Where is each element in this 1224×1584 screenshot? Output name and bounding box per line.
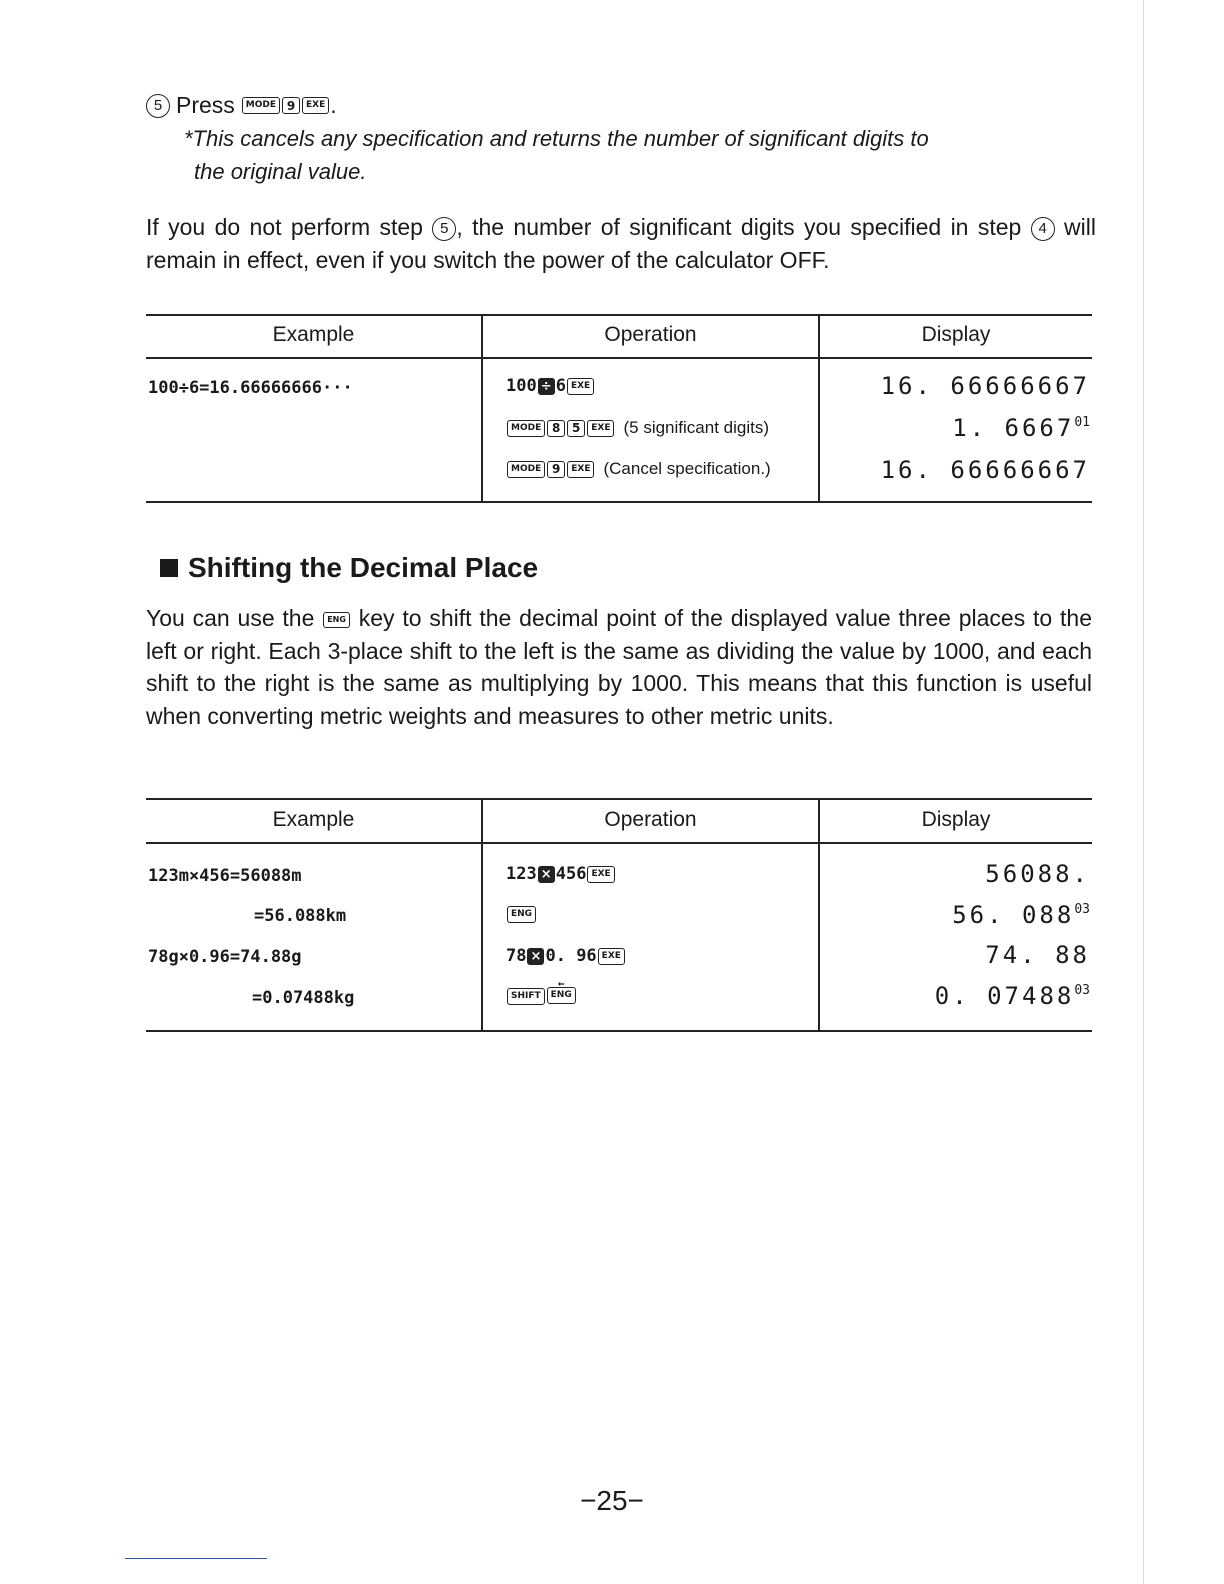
step-number-circle: 5 [146,94,170,118]
table2-example-row-3: 78g×0.96=74.88g [148,947,302,967]
table1-display-row-3 [881,456,1090,484]
table1-header-operation: Operation [604,323,697,346]
display-value: 1. 6667 [952,414,1075,442]
step-ref-4: 4 [1031,217,1055,241]
eng-shift-table [146,798,1092,1034]
exe-key: EXE [567,378,594,395]
table1-header-rule [146,357,1092,359]
page-number: −25− [580,1485,644,1516]
scan-edge-line [1143,0,1144,1584]
multiply-key: × [527,948,544,965]
table2-example-row-1: 123m×456=56088m [148,866,302,886]
mode-key: MODE [507,461,545,478]
eight-key: 8 [547,420,565,437]
step-ref-5: 5 [432,217,456,241]
multiply-key: × [538,866,555,883]
square-bullet-icon [160,559,178,577]
display-exponent: 03 [1074,983,1090,998]
table1-op-row-1 [506,376,595,396]
para1-text-b: , the number of significant digits you specified in step [456,214,1031,240]
table1-op-row-3 [506,459,771,479]
op-digits: 100 [506,376,537,396]
note-line-1: *This cancels any specification and returns the number of significant digits to [184,126,929,151]
paragraph-eng-key [146,602,1092,732]
mode-key: MODE [242,97,280,114]
exe-key: EXE [567,461,594,478]
op-digits: 78 [506,946,527,966]
table2-example-row-2: =56.088km [254,906,347,926]
table2-op-row-4 [506,976,577,1005]
display-exponent: 03 [1074,902,1090,917]
eng-key: ENG [507,906,536,923]
op-digits: 123 [506,864,537,884]
table2-display-row-2 [952,901,1090,929]
display-value: 74. 88 [985,941,1090,969]
table1-display-row-2 [952,414,1090,442]
table2-op-row-1 [506,864,616,884]
section-title: Shifting the Decimal Place [188,552,539,583]
display-value: 0. 07488 [934,982,1075,1010]
shift-key: SHIFT [507,988,545,1005]
display-value: 16. 66666667 [880,456,1090,484]
display-exponent: 01 [1074,415,1090,430]
table2-top-rule [146,798,1092,800]
table2-header-rule [146,842,1092,844]
exe-key: EXE [302,97,329,114]
table2-header-operation: Operation [604,808,697,831]
step-5-instruction [146,92,337,119]
para2-text-b: key to shift the decimal point of the displayed value three places to the left or right. Each 3-place shift to the left is the same as dividing the value by 1000, and each shift to the right is the same as multiplying by 1000. This means that this function is useful when converting metric weights and measures to other metric units. [146,605,1092,729]
step-5-note [184,122,1104,188]
significant-digits-table [146,314,1092,504]
table1-op-row-2 [506,418,769,438]
footer-rule [125,1558,267,1559]
table2-col-divider-2 [818,798,820,1032]
para1-text-c: will remain in effect, even if you switch the power of the calculator OFF. [146,214,1096,273]
eng-key: ENG [323,612,350,628]
note-line-2: the original value. [194,159,367,184]
table2-display-row-4 [935,982,1090,1010]
op-note: (5 significant digits) [623,418,769,437]
table2-bottom-rule [146,1030,1092,1032]
press-label: Press [176,92,235,118]
table2-display-row-1 [985,860,1090,888]
op-digits: 6 [555,376,566,396]
op-note: (Cancel specification.) [603,459,771,478]
para2-text-a: You can use the [146,605,323,631]
key-sequence [241,92,337,119]
op-digits: 0. 96 [545,946,597,966]
shifted-eng-key [546,978,577,1004]
section-heading [160,552,538,584]
nine-key: 9 [547,461,565,478]
table2-example-row-4: =0.07488kg [252,988,355,1008]
five-key: 5 [567,420,585,437]
table1-display-row-1 [881,372,1090,400]
left-arrow-icon: ← [557,976,565,990]
display-value: 56088. [985,860,1090,888]
paragraph-step-warning [146,211,1096,277]
table1-bottom-rule [146,501,1092,503]
table2-header-display: Display [921,808,991,831]
display-value: 56. 088 [952,901,1075,929]
op-digits: 456 [555,864,587,884]
nine-key: 9 [282,97,300,114]
table2-header-example: Example [272,808,355,831]
exe-key: EXE [587,420,614,437]
table1-header-example: Example [272,323,355,346]
table2-op-row-3 [506,946,626,966]
display-value: 16. 66666667 [880,372,1090,400]
table1-example: 100÷6=16.66666666··· [148,378,353,398]
end-punct: . [330,92,337,118]
table1-header-display: Display [921,323,991,346]
eng-key: ENG [547,987,576,1004]
divide-key: ÷ [538,378,555,395]
mode-key: MODE [507,420,545,437]
table2-display-row-3 [985,941,1090,969]
table1-top-rule [146,314,1092,316]
exe-key: EXE [587,866,614,883]
exe-key: EXE [598,948,625,965]
para1-text-a: If you do not perform step [146,214,433,240]
table2-col-divider-1 [481,798,483,1032]
table2-op-row-2 [506,906,537,923]
